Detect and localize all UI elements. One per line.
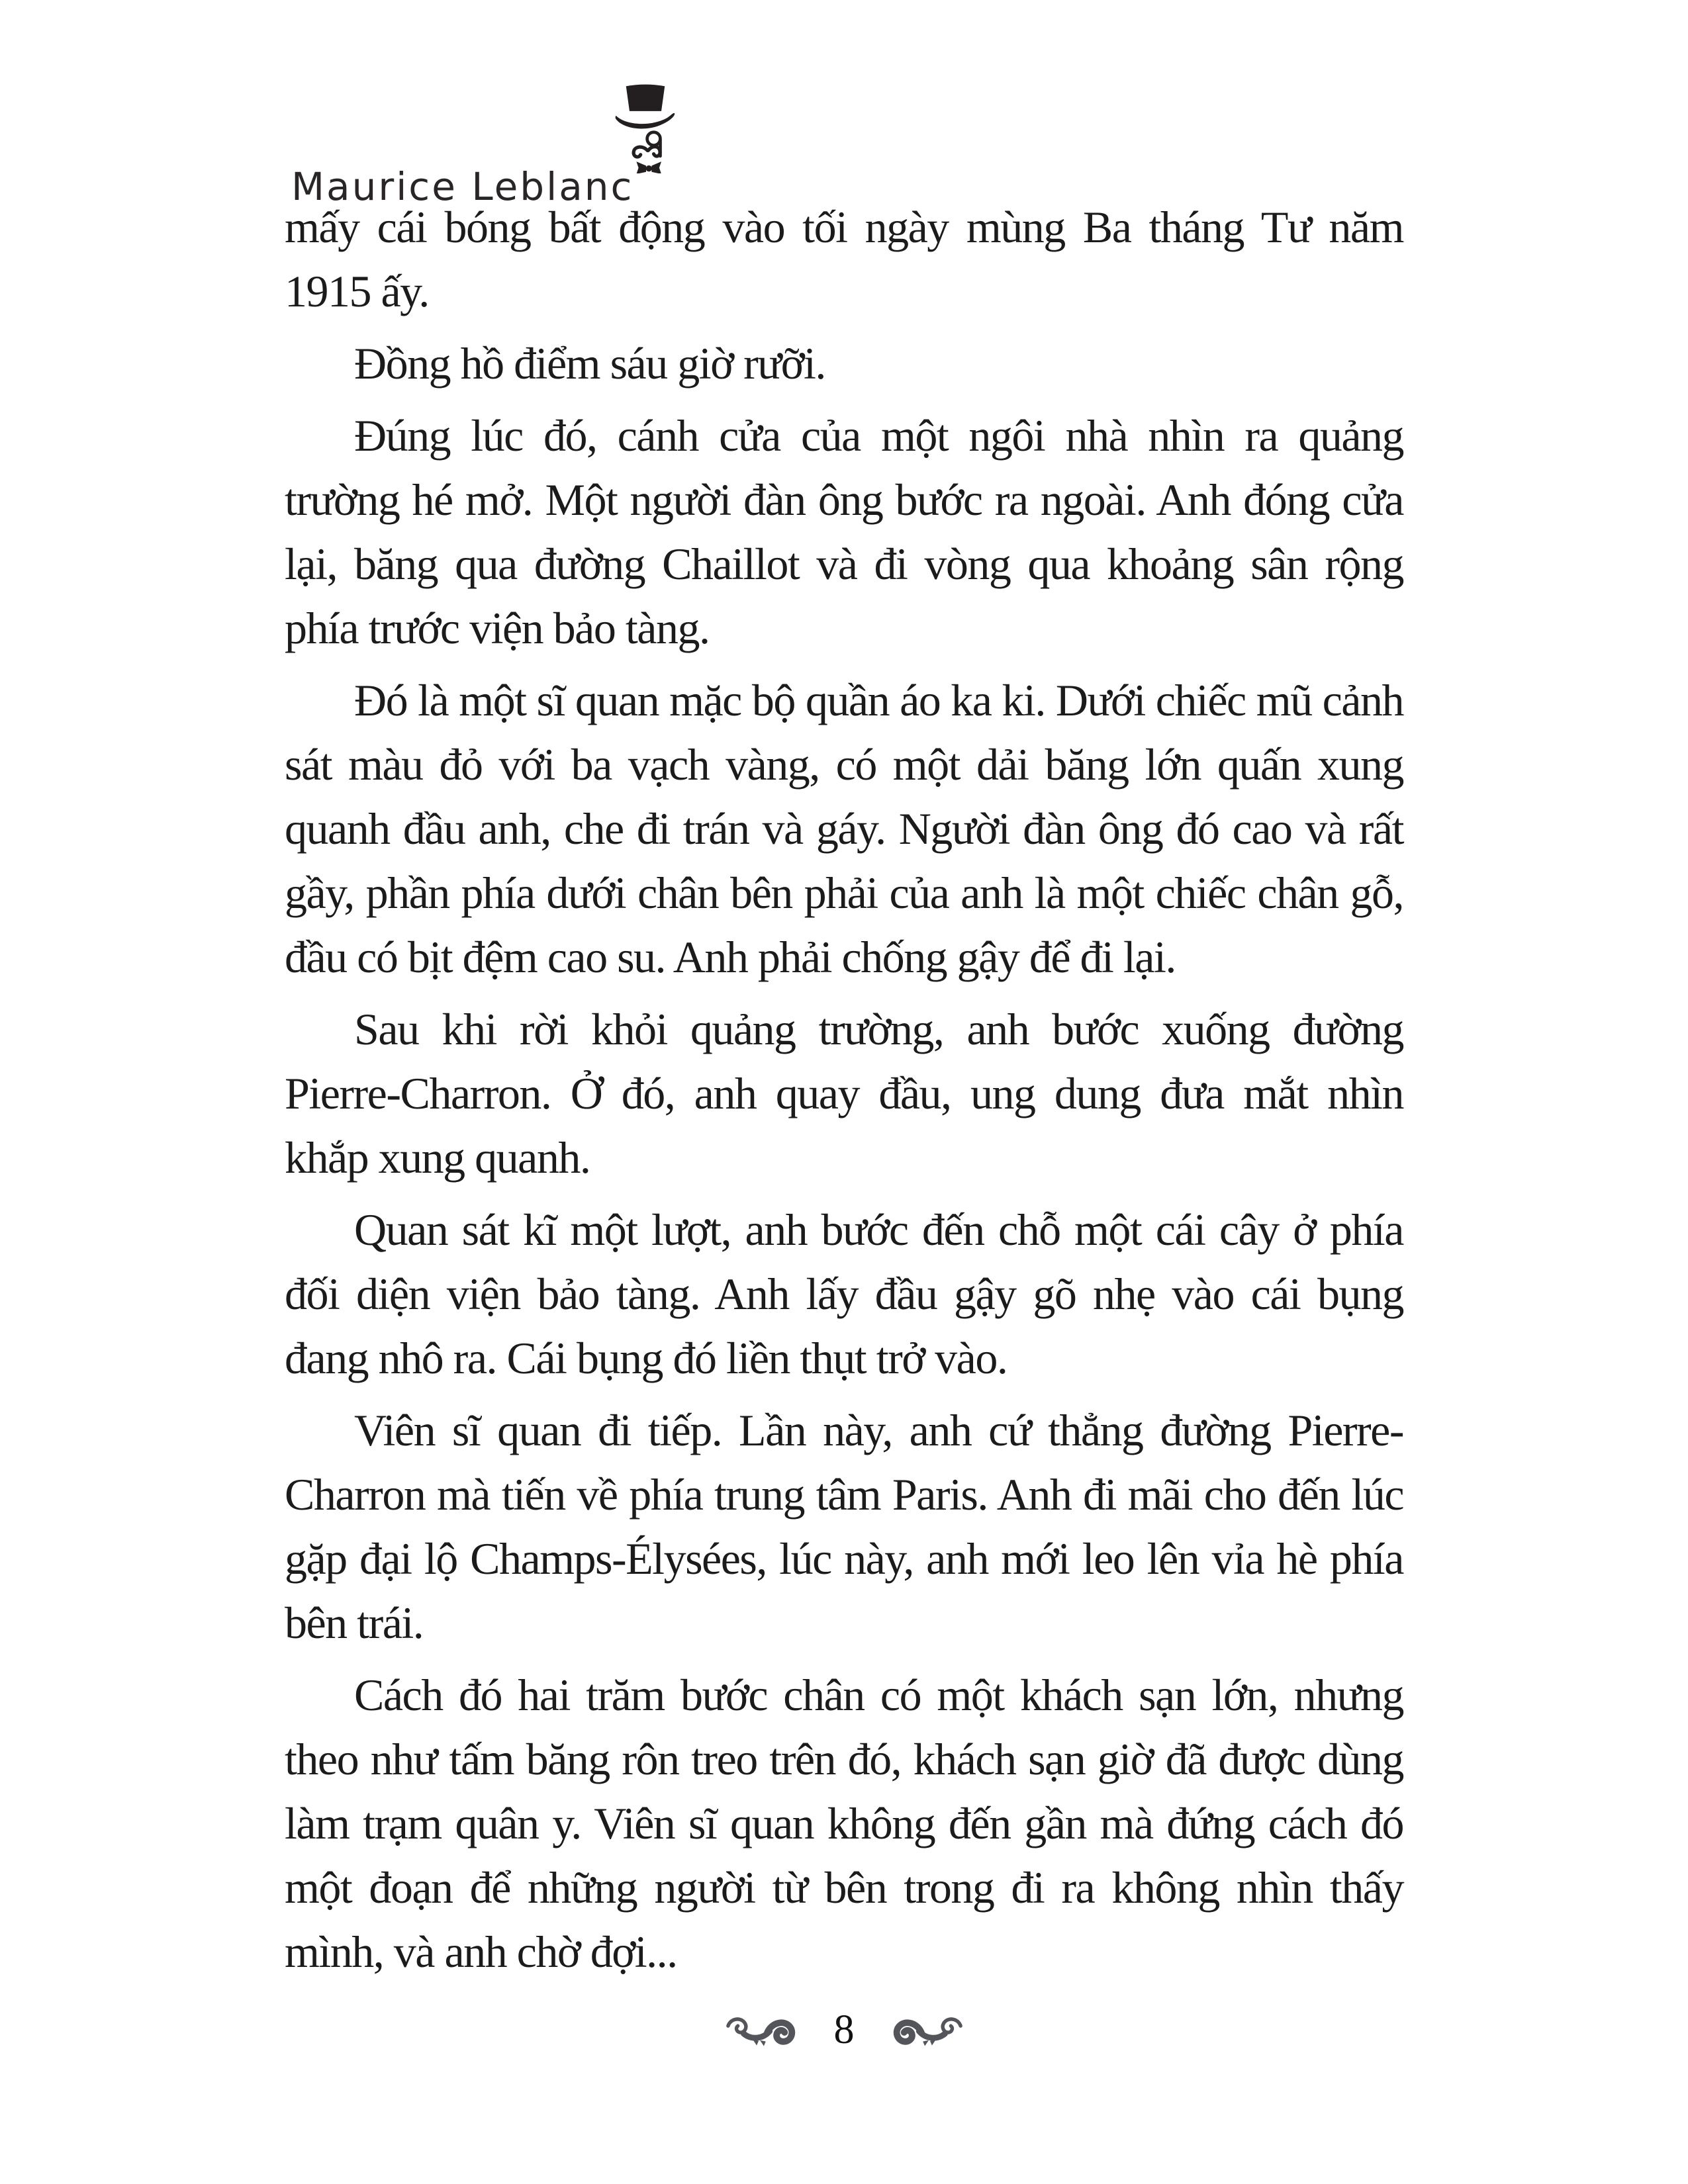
monocle-icon [647,132,661,146]
paragraph: Sau khi rời khỏi quảng trường, anh bước xuống đường Pierre-Charron. Ở đó, anh quay đầu, ung dung đưa mắt nhìn khắp xung quanh. [285,1004,1403,1183]
paragraph: Đó là một sĩ quan mặc bộ quần áo ka ki. Dưới chiếc mũ cảnh sát màu đỏ với ba vạch vàng, có một dải băng lớn quấn xung quanh đầu anh, che đi trán và gáy. Người đàn ông đó cao và rất gầy, phần phía dưới chân bên phải của anh là một chiếc chân gỗ, đầu có bịt đệm cao su. Anh phải chống gậy để đi lại. [285,675,1403,982]
paragraph: Đồng hồ điểm sáu giờ rưỡi. [354,338,825,388]
paragraph: Cách đó hai trăm bước chân có một khách sạn lớn, nhưng theo như tấm băng rôn treo trên đó, khách sạn giờ đã được dùng làm trạm quân y. Viên sĩ quan không đến gần mà đứng cách đó một đoạn để những người từ bên trong đi ra không nhìn thấy mình, và anh chờ đợi... [285,1670,1403,1977]
gentleman-icon [614,83,677,173]
mustache-icon [633,147,660,157]
paragraph: Đúng lúc đó, cánh cửa của một ngôi nhà nhìn ra quảng trường hé mở. Một người đàn ông bước ra ngoài. Anh đóng cửa lại, băng qua đường Chaillot và đi vòng qua khoảng sân rộng phía trước viện bảo tàng. [285,410,1403,653]
page-number: 8 [833,2007,855,2052]
paragraph: Quan sát kĩ một lượt, anh bước đến chỗ một cái cây ở phía đối diện viện bảo tàng. Anh lấy đầu gậy gõ nhẹ vào cái bụng đang nhô ra. Cái bụng đó liền thụt trở vào. [285,1205,1403,1383]
paragraph: Viên sĩ quan đi tiếp. Lần này, anh cứ thẳng đường Pierre-Charron mà tiến về phía trung tâm Paris. Anh đi mãi cho đến lúc gặp đại lộ Champs-Élysées, lúc này, anh mới leo lên vỉa hè phía bên trái. [285,1405,1403,1648]
paragraph: mấy cái bóng bất động vào tối ngày mùng Ba tháng Tư năm 1915 ấy. [285,202,1403,316]
bow-tie-knot [646,165,652,171]
author-name: Maurice Leblanc [291,164,634,209]
left-flourish-ornament-icon [724,2011,796,2049]
hat-brim [616,113,675,129]
top-hat-icon [626,85,665,111]
body-text [285,195,1403,1984]
page-footer [0,2007,1688,2052]
right-flourish-ornament-icon [893,2011,964,2049]
